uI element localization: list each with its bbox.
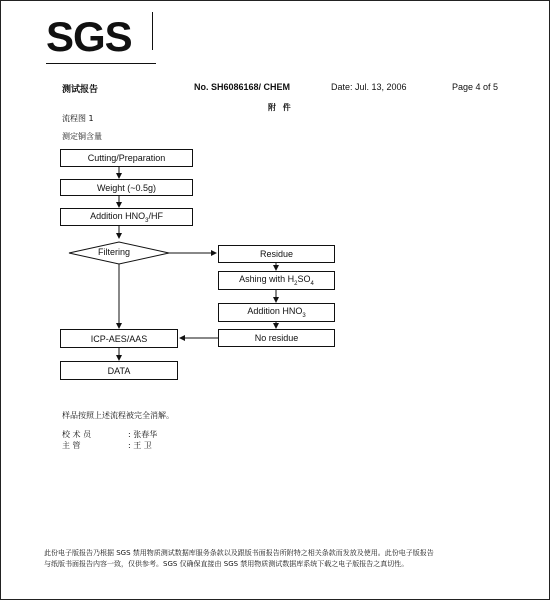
report-date: Date: Jul. 13, 2006 — [331, 82, 407, 92]
footer-line-1: 此份电子版报告乃根据 SGS 禁用物质测试数据库服务条款以及跟版书面报告所附特之相关条款而发放及使用。此份电子版报告 — [44, 549, 434, 557]
report-title: 测试报告 — [62, 85, 99, 95]
appendix-label: 附 件 — [268, 103, 293, 112]
weight-label: Weight (~0.5g) — [96, 182, 157, 193]
residue-box — [218, 245, 335, 263]
cutting-label: Cutting/Preparation — [87, 153, 166, 163]
manager-label: 主 管 — [62, 441, 81, 450]
flowchart-subtitle: 测定铜含量 — [62, 132, 102, 141]
no-residue-box — [218, 329, 335, 347]
data-box — [60, 361, 178, 380]
icp-aes-aas-box — [60, 329, 178, 348]
digestion-note: 样品按照上述流程被完全消解。 — [62, 411, 174, 420]
ashing-box — [218, 271, 335, 290]
technician-label: 校 术 员 — [62, 430, 92, 439]
technician-name: : 张春华 — [128, 430, 158, 439]
report-number: No. SH6086168/ CHEM — [194, 82, 291, 92]
data-label: DATA — [107, 365, 131, 376]
cutting-preparation-box — [60, 149, 193, 167]
addition-hno3-box — [218, 303, 335, 322]
no-residue-label: No residue — [254, 333, 299, 343]
footer-line-2: 与纸版书面报告内容一致，仅供参考。SGS 仅确保直接由 SGS 禁用物质测试数据库系统下载之电子版报告之真切性。 — [44, 560, 409, 568]
flowchart-title: 流程图 1 — [62, 114, 94, 123]
filtering-label: Filtering — [98, 247, 131, 257]
icp-label: ICP-AES/AAS — [90, 333, 148, 344]
manager-name: : 王 卫 — [128, 441, 152, 450]
page-number: Page 4 of 5 — [452, 82, 499, 92]
residue-label: Residue — [259, 249, 294, 259]
ashing-label: Ashing with $H_2SO_4$ — [239, 274, 314, 287]
addition-hno3-hf-box — [60, 208, 193, 226]
addition-hno3-label: Addition $HNO_3$ — [247, 306, 306, 319]
addition-hno3-hf-label: Addition $HNO_3/HF$ — [90, 210, 163, 224]
weight-box — [60, 179, 193, 196]
logo-text: SGS — [46, 13, 132, 60]
footer-disclaimer — [44, 548, 514, 570]
